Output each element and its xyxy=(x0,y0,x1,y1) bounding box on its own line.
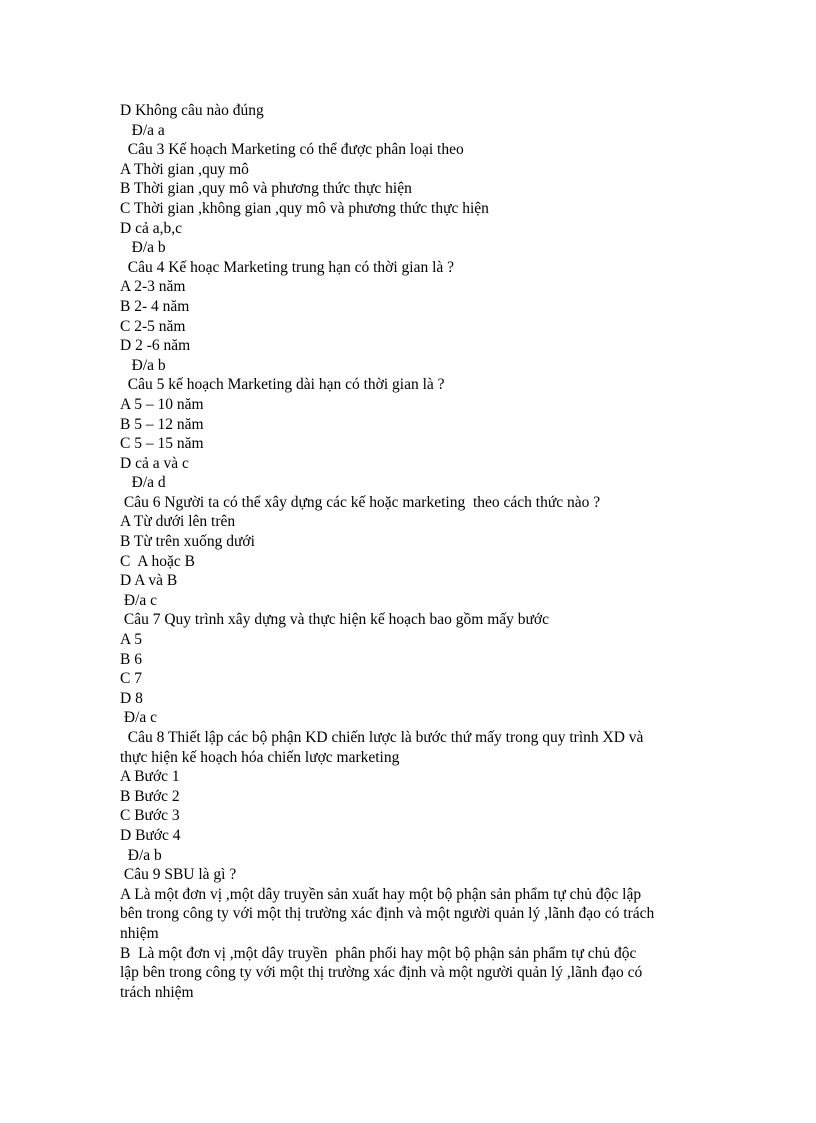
text-line: Câu 4 Kế hoạc Marketing trung hạn có thời gian là ? xyxy=(120,258,455,276)
text-line: trách nhiệm xyxy=(120,983,194,1001)
text-line: Câu 9 SBU là gì ? xyxy=(120,866,237,884)
text-line: thực hiện kế hoạch hóa chiến lược marketing xyxy=(120,748,400,766)
text-line: B Thời gian ,quy mô và phương thức thực hiện xyxy=(120,180,412,198)
text-line: D 8 xyxy=(120,689,143,707)
text-line: B 6 xyxy=(120,650,142,668)
text-line: B Từ trên xuống dưới xyxy=(120,533,255,551)
text-line: C 2-5 năm xyxy=(120,317,186,335)
text-line: Câu 7 Quy trình xây dựng và thực hiện kế hoạch bao gồm mấy bước xyxy=(120,611,549,629)
text-line: A 2-3 năm xyxy=(120,278,186,296)
text-line: D Bước 4 xyxy=(120,826,181,844)
text-line: Câu 8 Thiết lập các bộ phận KD chiến lược là bước thứ mấy trong quy trình XD và xyxy=(120,729,644,746)
text-line: D Không câu nào đúng xyxy=(120,102,264,119)
text-line: C 5 – 15 năm xyxy=(120,435,204,453)
text-line: Câu 6 Người ta có thể xây dựng các kế hoặc marketing theo cách thức nào ? xyxy=(120,493,601,511)
text-line: A Là một đơn vị ,một dây truyền sản xuất hay một bộ phận sản phẩm tự chủ độc lập xyxy=(120,885,642,903)
text-line: D cả a và c xyxy=(120,454,189,472)
text-line: B 5 – 12 năm xyxy=(120,415,204,433)
text-line: D 2 -6 năm xyxy=(120,337,191,355)
text-line: Đ/a a xyxy=(120,121,165,139)
document-page xyxy=(120,101,700,1002)
text-line: D A và B xyxy=(120,572,178,590)
text-line: C Bước 3 xyxy=(120,807,180,825)
text-line: D cả a,b,c xyxy=(120,219,182,237)
text-line: lập bên trong công ty với một thị trường xác định và một người quản lý ,lãnh đạo có xyxy=(120,964,643,982)
text-line: B Bước 2 xyxy=(120,787,180,805)
text-line: Đ/a b xyxy=(120,239,166,257)
text-line: C Thời gian ,không gian ,quy mô và phương thức thực hiện xyxy=(120,199,489,217)
text-line: Câu 3 Kế hoạch Marketing có thể được phân loại theo xyxy=(120,141,464,159)
text-line: A 5 xyxy=(120,631,142,649)
text-line: C 7 xyxy=(120,670,142,688)
text-line: A Từ dưới lên trên xyxy=(120,513,236,531)
text-line: C A hoặc B xyxy=(120,552,195,570)
text-line: Đ/a b xyxy=(120,356,166,374)
text-line: A Thời gian ,quy mô xyxy=(120,160,249,178)
text-line: B 2- 4 năm xyxy=(120,297,190,315)
text-line: Đ/a c xyxy=(120,591,158,609)
text-line: Đ/a d xyxy=(120,474,166,492)
text-line: B Là một đơn vị ,một dây truyền phân phối hay một bộ phận sản phẩm tự chủ độc xyxy=(120,944,637,962)
text-line: Câu 5 kế hoạch Marketing dài hạn có thời gian là ? xyxy=(120,376,445,394)
text-line: A Bước 1 xyxy=(120,768,180,786)
text-line: Đ/a c xyxy=(120,709,158,727)
text-line: bên trong công ty với một thị trường xác định và một người quản lý ,lãnh đạo có trách xyxy=(120,905,655,923)
text-line: A 5 – 10 năm xyxy=(120,395,204,413)
text-line: nhiệm xyxy=(120,924,159,942)
text-line: Đ/a b xyxy=(120,846,162,864)
